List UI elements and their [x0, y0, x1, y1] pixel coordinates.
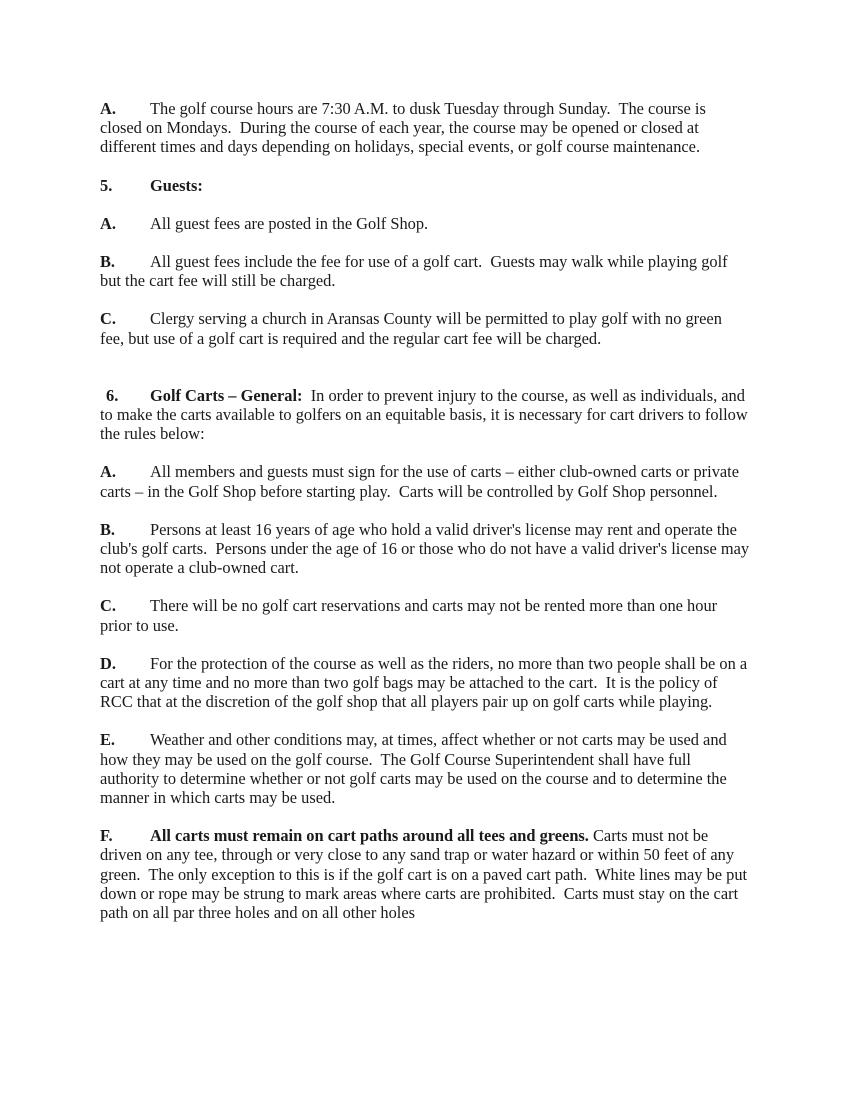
clause-letter: A.: [100, 462, 116, 482]
clause-5b: [100, 252, 750, 290]
clause-text: For the protection of the course as well as the riders, no more than two people shall be on a cart at any time and no more than two golf bags may be attached to the cart. It is the policy of RCC that at the discretion of the golf shop that all players pair up on golf carts while playing.: [100, 653, 752, 712]
clause-letter: C.: [100, 596, 116, 616]
clause-text: Weather and other conditions may, at times, affect whether or not carts may be used and how they may be used on the golf course. The Golf Course Superintendent shall have full authority to determine whether or not golf carts may be used on the course and to determine the manner in which carts may be used.: [100, 730, 731, 808]
section-title: Guests:: [150, 175, 203, 195]
clause-6b: [100, 519, 754, 578]
clause-4a: [100, 99, 750, 157]
clause-text: Persons at least 16 years of age who hold a valid driver's license may rent and operate the club's golf carts. Persons under the age of 16 or those who do not have a valid driver's license may not operate a club-owned cart.: [100, 519, 754, 578]
section-title: Golf Carts – General:: [150, 385, 303, 405]
section-intro-text: In order to prevent injury to the course, as well as individuals, and to make the carts available to golfers on an equitable basis, it is necessary for cart drivers to follow the rules below:: [100, 385, 752, 444]
clause-6e: [100, 730, 750, 807]
clause-letter: B.: [100, 252, 116, 272]
clause-6f: [100, 826, 750, 922]
clause-text: All members and guests must sign for the use of carts – either club-owned carts or private carts – in the Golf Shop before starting play. Carts will be controlled by Golf Shop personnel.: [100, 462, 744, 501]
clause-letter: C.: [100, 309, 116, 329]
section-6-heading: [100, 386, 750, 444]
clause-letter: B.: [100, 519, 116, 539]
clause-letter: D.: [100, 653, 116, 673]
clause-text: Clergy serving a church in Aransas County will be permitted to play golf with no green fee, but use of a golf cart is required and the regular cart fee will be charged.: [100, 309, 726, 348]
clause-text: All guest fees include the fee for use of a golf cart. Guests may walk while playing golf but the cart fee will still be charged.: [100, 252, 732, 291]
clause-letter: A.: [100, 99, 116, 118]
clause-5c: [100, 309, 750, 347]
clause-text: The golf course hours are 7:30 A.M. to dusk Tuesday through Sunday. The course is closed on Mondays. During the course of each year, the course may be opened or closed at different times and days depending on holidays, special events, or golf course maintenance.: [100, 99, 710, 157]
clause-6c: [100, 596, 750, 634]
clause-letter: E.: [100, 730, 116, 750]
section-5-heading: [100, 176, 750, 195]
clause-letter: F.: [100, 826, 113, 846]
section-number: 6.: [106, 385, 119, 405]
clause-6d: [100, 654, 750, 712]
clause-5a: [100, 214, 750, 233]
section-number: 5.: [100, 175, 113, 195]
clause-bold-lead: All carts must remain on cart paths around all tees and greens.: [150, 826, 589, 846]
clause-letter: A.: [100, 213, 116, 233]
clause-text: Carts must not be driven on any tee, through or very close to any sand trap or water hazard or within 50 feet of any green. The only exception to this is if the golf cart is on a paved cart path. White lines may be put down or rope may be strung to mark areas where carts are prohibited. Carts must stay on the cart path on all par three holes and on all other holes: [100, 826, 752, 923]
clause-text: All guest fees are posted in the Golf Shop.: [150, 213, 429, 233]
clause-6a: [100, 462, 750, 500]
clause-text: There will be no golf cart reservations and carts may not be rented more than one hour prior to use.: [100, 596, 722, 635]
